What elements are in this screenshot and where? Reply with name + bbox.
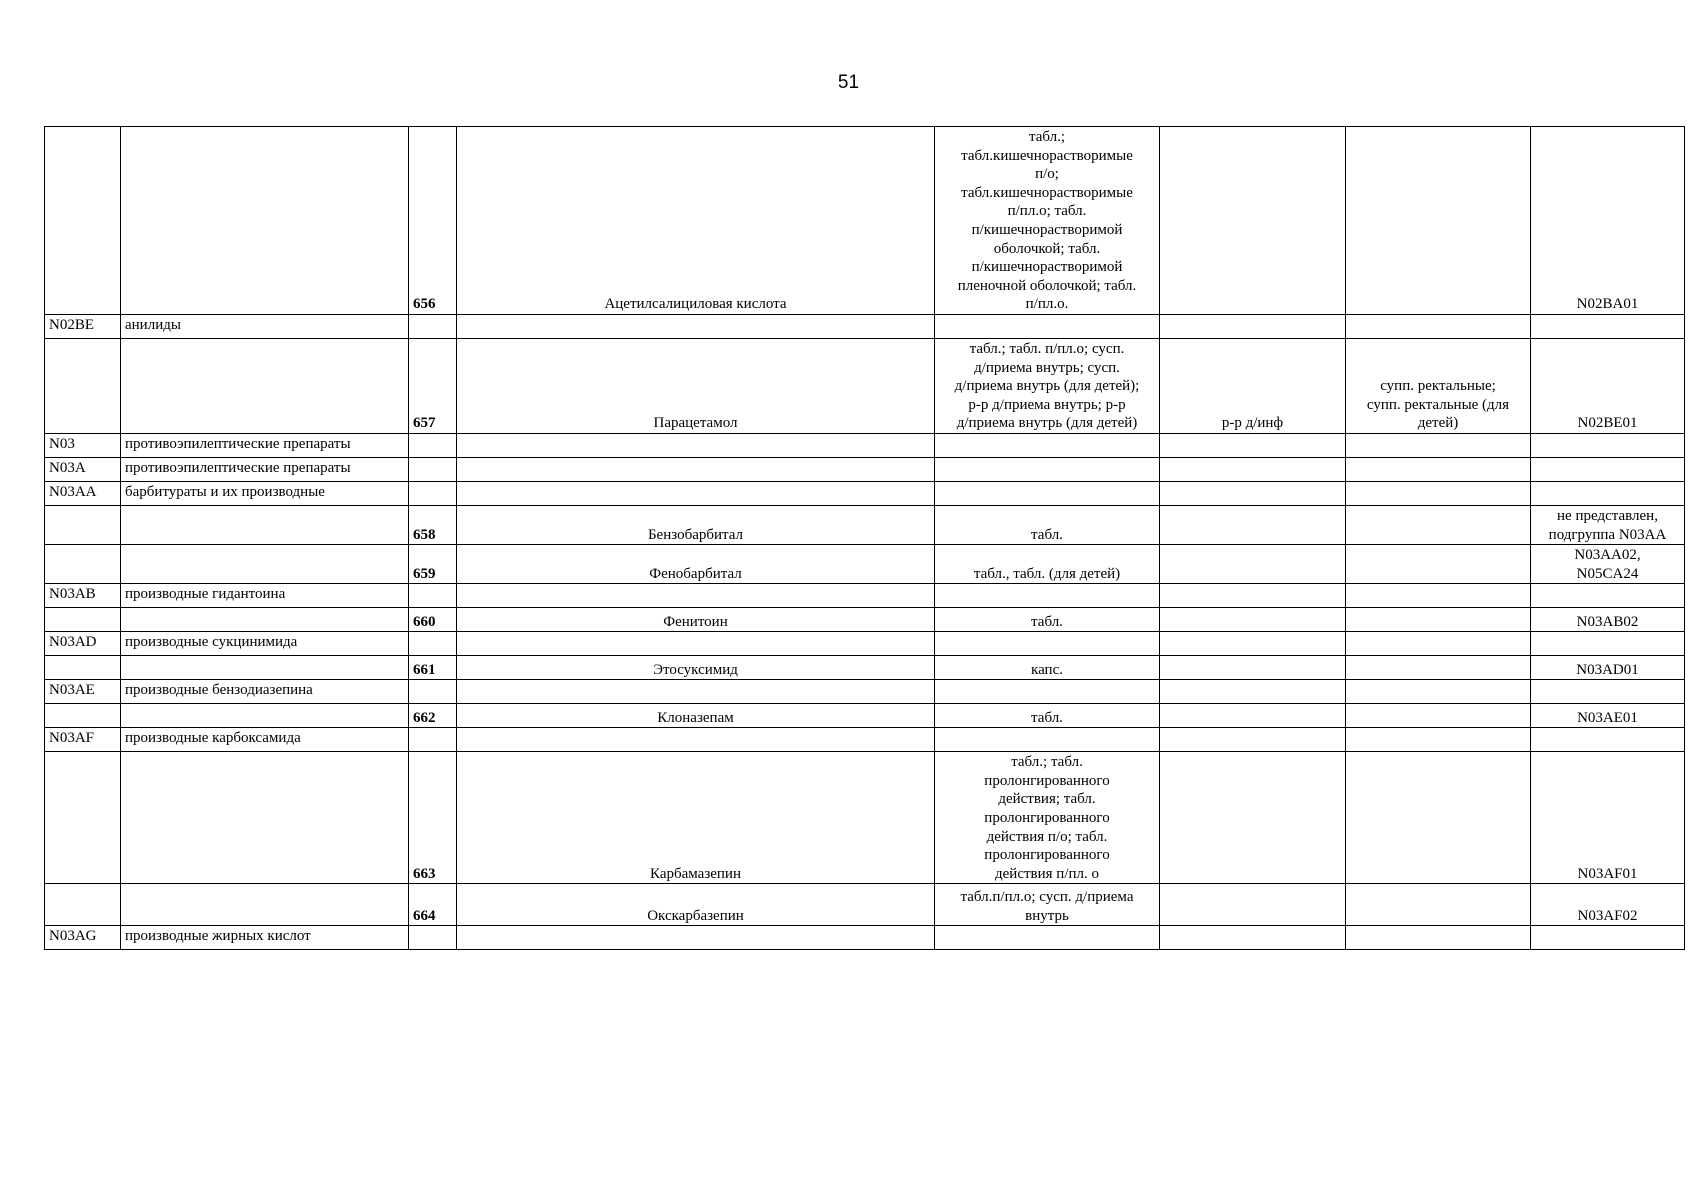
atc-group-code: N03AF — [45, 728, 121, 752]
empty-cell — [457, 926, 935, 950]
empty-cell — [121, 545, 409, 584]
empty-cell — [935, 433, 1160, 457]
atc-code: N03AB02 — [1531, 608, 1685, 632]
empty-cell — [1531, 481, 1685, 505]
drug-number: 664 — [409, 884, 457, 926]
empty-cell — [1531, 433, 1685, 457]
empty-cell — [935, 926, 1160, 950]
atc-group-name: производные карбоксамида — [121, 728, 409, 752]
dosage-forms-oral: табл. — [935, 704, 1160, 728]
empty-cell — [45, 608, 121, 632]
dosage-forms-other: супп. ректальные; супп. ректальные (для детей) — [1346, 338, 1531, 433]
empty-cell — [457, 433, 935, 457]
empty-cell — [1346, 314, 1531, 338]
empty-cell — [1346, 680, 1531, 704]
empty-cell — [935, 457, 1160, 481]
empty-cell — [1160, 457, 1346, 481]
empty-cell — [457, 457, 935, 481]
atc-group-name: барбитураты и их производные — [121, 481, 409, 505]
empty-cell — [409, 680, 457, 704]
drug-number: 661 — [409, 656, 457, 680]
atc-group-name: производные гидантоина — [121, 584, 409, 608]
empty-cell — [1531, 728, 1685, 752]
drug-name: Парацетамол — [457, 338, 935, 433]
empty-cell — [121, 752, 409, 884]
empty-cell — [45, 656, 121, 680]
group-row — [45, 433, 1685, 457]
drug-row — [45, 752, 1685, 884]
dosage-forms-oral: табл.п/пл.о; сусп. д/приема внутрь — [935, 884, 1160, 926]
empty-cell — [1531, 632, 1685, 656]
empty-cell — [1160, 584, 1346, 608]
dosage-forms-other — [1346, 656, 1531, 680]
empty-cell — [1531, 584, 1685, 608]
empty-cell — [121, 505, 409, 544]
empty-cell — [1346, 728, 1531, 752]
drug-name: Бензобарбитал — [457, 505, 935, 544]
atc-group-code: N03AE — [45, 680, 121, 704]
empty-cell — [45, 752, 121, 884]
atc-group-name: производные сукцинимида — [121, 632, 409, 656]
group-row — [45, 481, 1685, 505]
drug-name: Окскарбазепин — [457, 884, 935, 926]
empty-cell — [45, 704, 121, 728]
atc-code: N03AD01 — [1531, 656, 1685, 680]
drug-row — [45, 656, 1685, 680]
empty-cell — [121, 338, 409, 433]
empty-cell — [45, 505, 121, 544]
empty-cell — [1160, 314, 1346, 338]
empty-cell — [45, 884, 121, 926]
empty-cell — [1531, 314, 1685, 338]
empty-cell — [457, 314, 935, 338]
empty-cell — [1160, 632, 1346, 656]
dosage-forms-oral: табл.; табл. п/пл.о; сусп. д/приема внутрь; сусп. д/приема внутрь (для детей); р-р д/приема внутрь; р-р д/приема внутрь (для детей) — [935, 338, 1160, 433]
atc-group-code: N02BE — [45, 314, 121, 338]
dosage-forms-injection — [1160, 505, 1346, 544]
empty-cell — [409, 728, 457, 752]
dosage-forms-injection — [1160, 884, 1346, 926]
dosage-forms-oral: табл. — [935, 608, 1160, 632]
drug-name: Фенитоин — [457, 608, 935, 632]
empty-cell — [121, 127, 409, 315]
atc-code: N03AA02, N05CA24 — [1531, 545, 1685, 584]
dosage-forms-oral: табл., табл. (для детей) — [935, 545, 1160, 584]
drug-number: 657 — [409, 338, 457, 433]
dosage-forms-oral: табл. — [935, 505, 1160, 544]
empty-cell — [1346, 632, 1531, 656]
empty-cell — [1346, 433, 1531, 457]
empty-cell — [45, 127, 121, 315]
drug-number: 660 — [409, 608, 457, 632]
atc-group-name: противоэпилептические препараты — [121, 433, 409, 457]
dosage-forms-oral: табл.; табл.кишечнорастворимые п/о; табл.кишечнорастворимые п/пл.о; табл. п/кишечнорастворимой оболочкой; табл. п/кишечнорастворимой пленочной оболочкой; табл. п/пл.о. — [935, 127, 1160, 315]
group-row — [45, 584, 1685, 608]
atc-code: не представлен, подгруппа N03AA — [1531, 505, 1685, 544]
empty-cell — [935, 481, 1160, 505]
empty-cell — [121, 704, 409, 728]
drug-row — [45, 545, 1685, 584]
dosage-forms-oral: табл.; табл. пролонгированного действия; табл. пролонгированного действия п/о; табл. пролонгированного действия п/пл. о — [935, 752, 1160, 884]
empty-cell — [121, 656, 409, 680]
empty-cell — [409, 632, 457, 656]
empty-cell — [1531, 457, 1685, 481]
atc-code: N02BA01 — [1531, 127, 1685, 315]
drug-name: Клоназепам — [457, 704, 935, 728]
empty-cell — [935, 632, 1160, 656]
dosage-forms-other — [1346, 884, 1531, 926]
drug-number: 658 — [409, 505, 457, 544]
empty-cell — [121, 608, 409, 632]
atc-group-name: производные жирных кислот — [121, 926, 409, 950]
group-row — [45, 314, 1685, 338]
atc-group-code: N03 — [45, 433, 121, 457]
dosage-forms-other — [1346, 704, 1531, 728]
empty-cell — [1531, 926, 1685, 950]
atc-group-code: N03A — [45, 457, 121, 481]
atc-code: N03AF01 — [1531, 752, 1685, 884]
empty-cell — [457, 584, 935, 608]
empty-cell — [1346, 481, 1531, 505]
atc-code: N02BE01 — [1531, 338, 1685, 433]
empty-cell — [1160, 433, 1346, 457]
empty-cell — [121, 884, 409, 926]
empty-cell — [457, 632, 935, 656]
empty-cell — [45, 545, 121, 584]
group-row — [45, 632, 1685, 656]
drug-row — [45, 884, 1685, 926]
drug-list-table — [44, 126, 1685, 950]
dosage-forms-other — [1346, 752, 1531, 884]
dosage-forms-injection — [1160, 704, 1346, 728]
atc-group-code: N03AG — [45, 926, 121, 950]
empty-cell — [457, 680, 935, 704]
empty-cell — [1160, 926, 1346, 950]
drug-name: Ацетилсалициловая кислота — [457, 127, 935, 315]
atc-code: N03AF02 — [1531, 884, 1685, 926]
dosage-forms-injection — [1160, 656, 1346, 680]
empty-cell — [409, 481, 457, 505]
dosage-forms-other — [1346, 505, 1531, 544]
drug-name: Карбамазепин — [457, 752, 935, 884]
dosage-forms-injection — [1160, 608, 1346, 632]
dosage-forms-injection — [1160, 545, 1346, 584]
empty-cell — [935, 314, 1160, 338]
drug-row — [45, 338, 1685, 433]
dosage-forms-injection — [1160, 127, 1346, 315]
page-number: 51 — [837, 72, 860, 93]
drug-row — [45, 505, 1685, 544]
atc-group-name: производные бензодиазепина — [121, 680, 409, 704]
drug-name: Этосуксимид — [457, 656, 935, 680]
dosage-forms-other — [1346, 608, 1531, 632]
drug-number: 659 — [409, 545, 457, 584]
drug-number: 656 — [409, 127, 457, 315]
empty-cell — [409, 433, 457, 457]
empty-cell — [935, 680, 1160, 704]
empty-cell — [1160, 481, 1346, 505]
empty-cell — [457, 728, 935, 752]
drug-row — [45, 608, 1685, 632]
empty-cell — [45, 338, 121, 433]
empty-cell — [1346, 926, 1531, 950]
empty-cell — [409, 584, 457, 608]
group-row — [45, 926, 1685, 950]
group-row — [45, 457, 1685, 481]
drug-name: Фенобарбитал — [457, 545, 935, 584]
dosage-forms-other — [1346, 545, 1531, 584]
empty-cell — [935, 728, 1160, 752]
empty-cell — [457, 481, 935, 505]
drug-row — [45, 704, 1685, 728]
atc-group-code: N03AA — [45, 481, 121, 505]
dosage-forms-injection: р-р д/инф — [1160, 338, 1346, 433]
group-row — [45, 680, 1685, 704]
empty-cell — [935, 584, 1160, 608]
empty-cell — [409, 457, 457, 481]
empty-cell — [1346, 584, 1531, 608]
empty-cell — [1531, 680, 1685, 704]
atc-group-code: N03AB — [45, 584, 121, 608]
empty-cell — [409, 314, 457, 338]
empty-cell — [409, 926, 457, 950]
atc-code: N03AE01 — [1531, 704, 1685, 728]
empty-cell — [1160, 680, 1346, 704]
dosage-forms-oral: капс. — [935, 656, 1160, 680]
drug-row — [45, 127, 1685, 315]
dosage-forms-injection — [1160, 752, 1346, 884]
atc-group-code: N03AD — [45, 632, 121, 656]
drug-number: 662 — [409, 704, 457, 728]
atc-group-name: противоэпилептические препараты — [121, 457, 409, 481]
drug-number: 663 — [409, 752, 457, 884]
dosage-forms-other — [1346, 127, 1531, 315]
group-row — [45, 728, 1685, 752]
empty-cell — [1346, 457, 1531, 481]
atc-group-name: анилиды — [121, 314, 409, 338]
empty-cell — [1160, 728, 1346, 752]
